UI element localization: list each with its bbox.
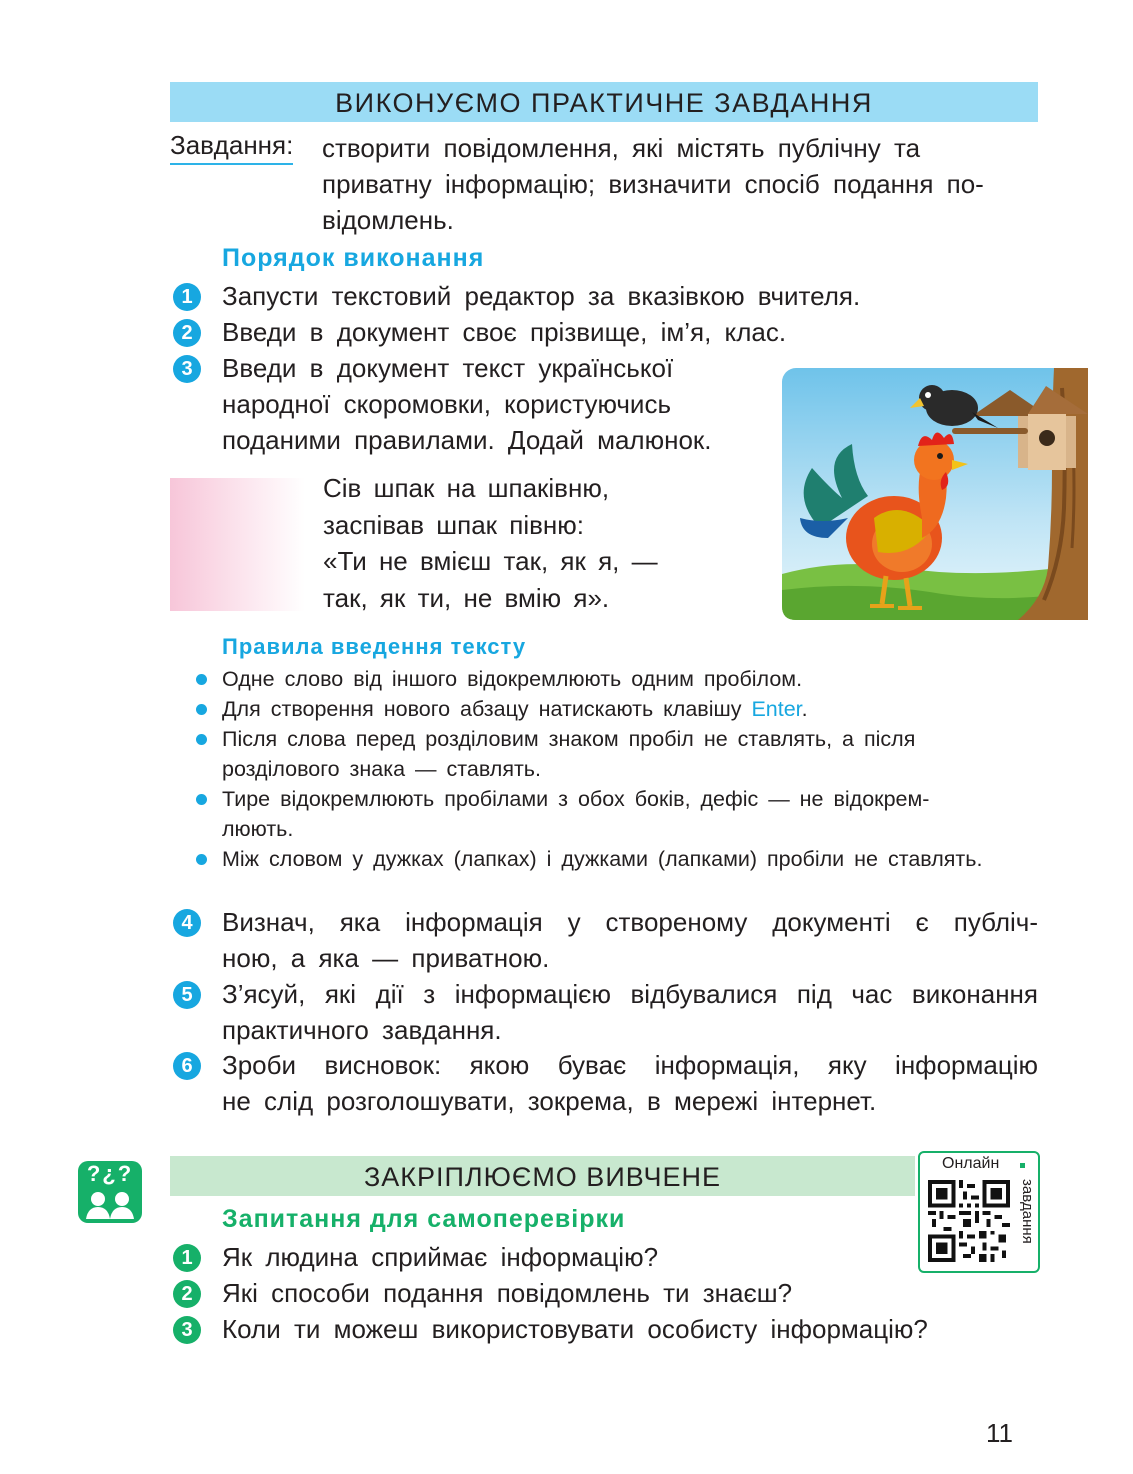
step-line: народної скоромовки, користуючись (222, 389, 671, 419)
rules-heading: Правила введення тексту (222, 634, 527, 659)
rule-line: Після слова перед розділовим знаком пробіл не ставлять, а після (222, 727, 916, 751)
rooster-starling-illustration (782, 368, 1088, 620)
rule-item (196, 724, 1038, 784)
step-line: практичного завдання. (222, 1015, 502, 1045)
step-text: Введи в документ своє прізвище, ім’я, клас. (222, 317, 787, 347)
page-number: 11 (986, 1418, 1013, 1448)
poem-line: так, як ти, не вмію я». (323, 582, 610, 613)
step-number: 1 (173, 283, 201, 311)
task-label: Завдання: (170, 130, 293, 165)
step-text (222, 904, 1038, 976)
enter-key-label: Enter (751, 697, 802, 721)
question-text: Як людина сприймає інформацію? (222, 1242, 659, 1272)
rule-text (222, 784, 1038, 844)
bullet-dot (196, 734, 207, 745)
online-task-qr[interactable] (918, 1151, 1040, 1273)
step-text (222, 350, 712, 458)
step-text: Запусти текстовий редактор за вказівкою вчителя. (222, 281, 861, 311)
step-number: 4 (173, 909, 201, 937)
task-line: приватну інформацію; визначити спосіб подання по- (322, 169, 984, 199)
rule-line: розділового знака — ставлять. (222, 757, 541, 781)
question-number: 2 (173, 1280, 201, 1308)
bullet-dot (196, 674, 207, 685)
question-marks: ?¿? (86, 1161, 134, 1186)
step-line: Введи в документ текст української (222, 353, 674, 383)
question-text: Які способи подання повідомлень ти знаєш? (222, 1278, 793, 1308)
practice-banner (170, 82, 1038, 122)
step-line: не слід розголошувати, зокрема, в мережі інтернет. (222, 1086, 877, 1116)
rule-item (196, 664, 1038, 694)
people-icon (84, 1189, 136, 1219)
bullet-dot (196, 794, 207, 805)
step-line: Зроби висновок: якою буває інформація, яку інформацію (222, 1050, 1038, 1080)
poem-line: заспівав шпак півню: (323, 509, 584, 540)
rule-item (196, 844, 1038, 874)
question-text: Коли ти можеш використовувати особисту інформацію? (222, 1314, 928, 1344)
rule-text: Між словом у дужках (лапках) і дужками (лапками) пробіли не ставлять. (222, 847, 983, 871)
step-number: 3 (173, 355, 201, 383)
step-line: ною, а яка — приватною. (222, 943, 550, 973)
practice-banner-title: ВИКОНУЄМО ПРАКТИЧНЕ ЗАВДАННЯ (335, 88, 873, 118)
poem-line: «Ти не вмієш так, як я, — (323, 546, 658, 576)
step-line: поданими правилами. Додай малюнок. (222, 425, 712, 455)
step-text (222, 976, 1038, 1048)
qr-code-icon (928, 1179, 1010, 1263)
rule-text (222, 694, 1038, 724)
bullet-dot (196, 704, 207, 715)
poem-accent-block (170, 478, 305, 611)
rule-line: люють. (222, 817, 294, 841)
rule-line: Тире відокремлюють пробілами з обох боків, дефіс — не відокрем- (222, 787, 930, 811)
online-side-label: завдання (1019, 1179, 1036, 1244)
review-banner (170, 1156, 915, 1196)
rule-item (196, 784, 1038, 844)
step-line: Визнач, яка інформація у створеному документі є публіч- (222, 907, 1038, 937)
task-text (322, 130, 1038, 238)
rule-text-part: Для створення нового абзацу натискають клавішу (222, 697, 752, 721)
step-line: З’ясуй, які дії з інформацією відбувалися під час виконання (222, 979, 1038, 1009)
questions-heading: Запитання для самоперевірки (222, 1205, 626, 1233)
rule-item (196, 694, 1038, 724)
order-heading: Порядок виконання (222, 244, 485, 272)
question-number: 3 (173, 1316, 201, 1344)
step-number: 6 (173, 1052, 201, 1080)
question-number: 1 (173, 1244, 201, 1272)
step-text (222, 1047, 1038, 1119)
rule-text: Одне слово від іншого відокремлюють одним пробілом. (222, 667, 803, 691)
discussion-icon (78, 1161, 142, 1223)
online-marker (1020, 1163, 1025, 1168)
step-number: 2 (173, 319, 201, 347)
tongue-twister-poem (323, 470, 658, 616)
review-banner-title: ЗАКРІПЛЮЄМО ВИВЧЕНЕ (363, 1162, 722, 1192)
online-label: Онлайн (942, 1155, 1000, 1172)
rule-text-part: . (801, 697, 808, 721)
rule-text (222, 724, 1038, 784)
bullet-dot (196, 854, 207, 865)
task-line: відомлень. (322, 205, 454, 235)
task-line: створити повідомлення, які містять публічну та (322, 133, 921, 163)
step-number: 5 (173, 981, 201, 1009)
poem-line: Сів шпак на шпаківню, (323, 473, 610, 503)
